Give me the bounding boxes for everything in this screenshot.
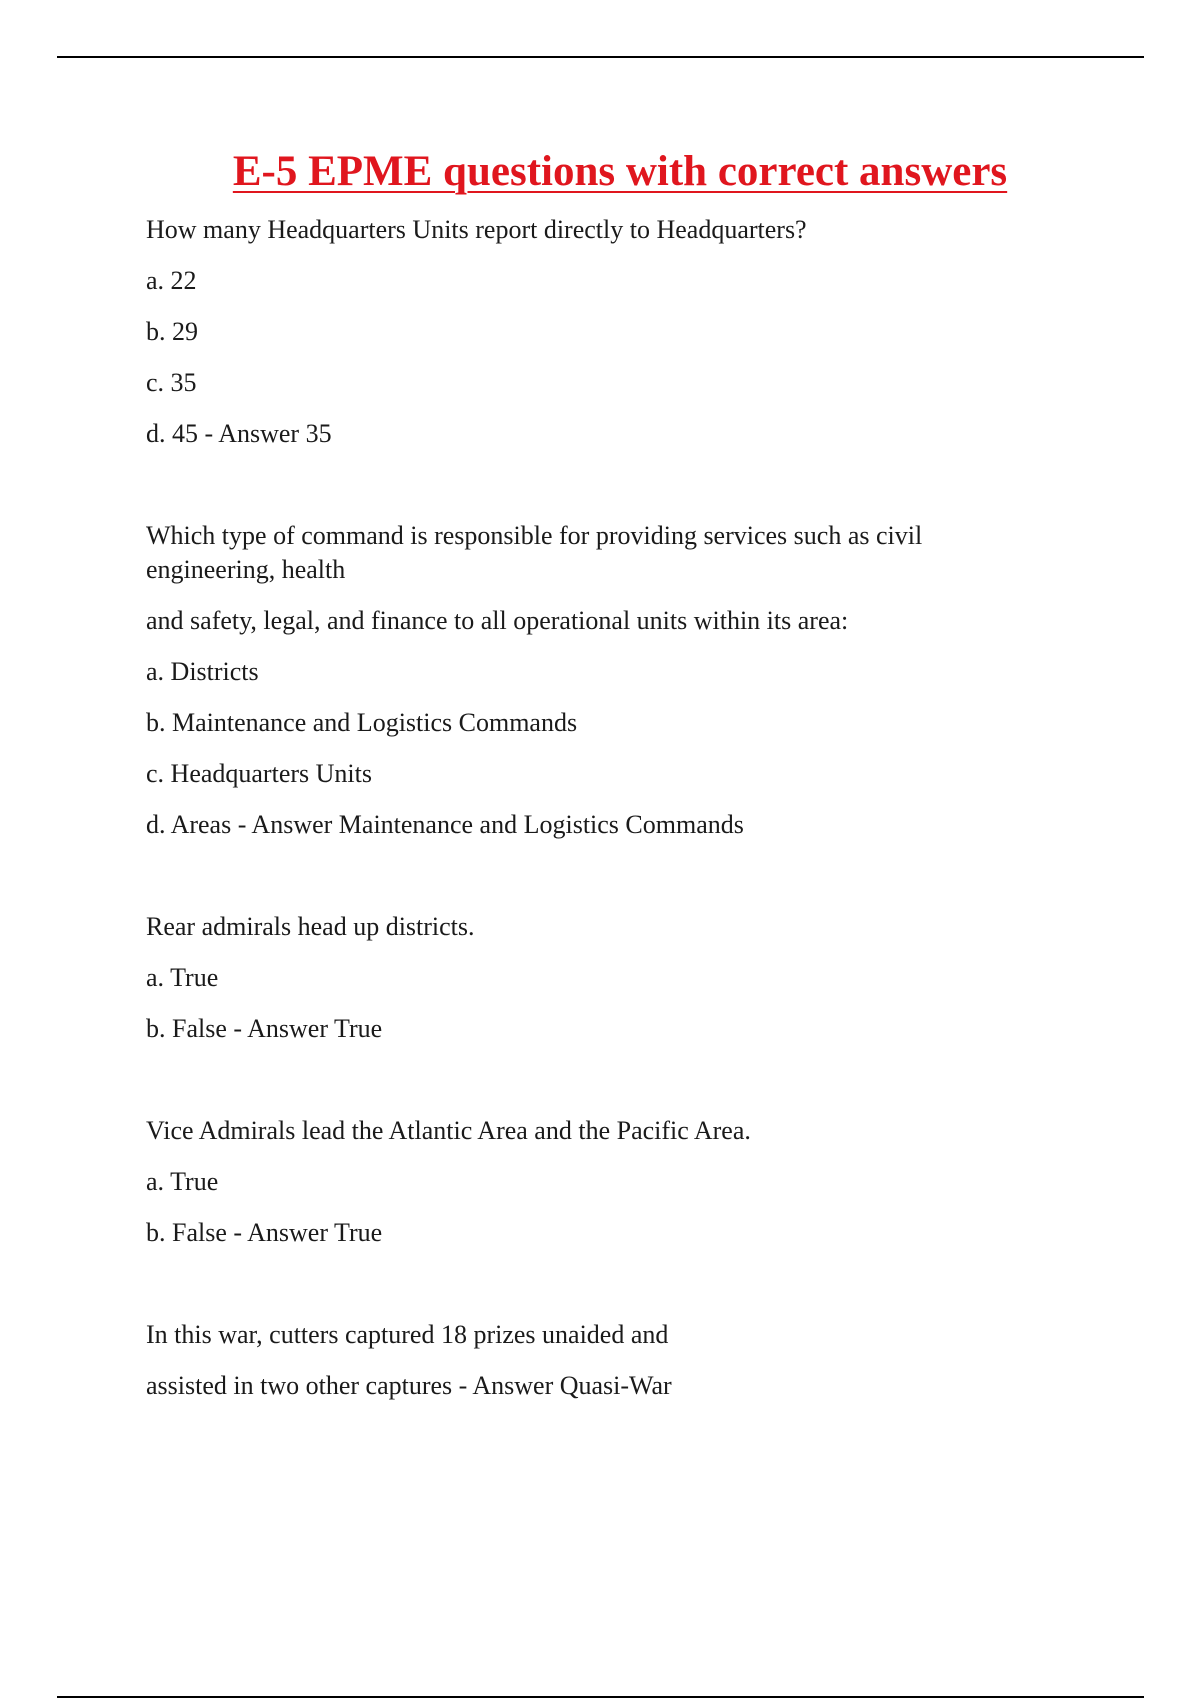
answer-option-with-answer: d. Areas - Answer Maintenance and Logistics Commands [146,810,744,839]
question-spacer [146,859,1046,910]
question-block [146,1318,1046,1403]
question-spacer [146,1063,1046,1114]
question-text: In this war, cutters captured 18 prizes unaided and [146,1320,669,1349]
answer-option: b. 29 [146,317,198,346]
footer-rule [57,1696,1144,1698]
header-rule [57,56,1144,58]
answer-option: c. 35 [146,368,197,397]
question-text-continued: and safety, legal, and finance to all operational units within its area: [146,606,849,635]
question-block [146,910,1046,1046]
question-text-with-answer: assisted in two other captures - Answer Quasi-War [146,1371,672,1400]
question-text: Vice Admirals lead the Atlantic Area and the Pacific Area. [146,1116,751,1145]
question-text: Rear admirals head up districts. [146,912,475,941]
answer-option: b. Maintenance and Logistics Commands [146,708,578,737]
page-title: E-5 EPME questions with correct answers [232,148,1008,195]
answer-option-with-answer: b. False - Answer True [146,1218,383,1247]
answer-option: a. True [146,963,219,992]
answer-option-with-answer: d. 45 - Answer 35 [146,419,332,448]
question-list [146,213,1046,1420]
answer-option: a. Districts [146,657,259,686]
answer-option-with-answer: b. False - Answer True [146,1014,383,1043]
answer-option: a. 22 [146,266,197,295]
question-block [146,1114,1046,1250]
answer-option: c. Headquarters Units [146,759,372,788]
question-block [146,519,1046,842]
question-spacer [146,1267,1046,1318]
question-block [146,213,1046,451]
question-text: How many Headquarters Units report directly to Headquarters? [146,215,807,244]
question-spacer [146,468,1046,519]
question-text: Which type of command is responsible for providing services such as civil engineering, health [146,521,923,584]
answer-option: a. True [146,1167,219,1196]
